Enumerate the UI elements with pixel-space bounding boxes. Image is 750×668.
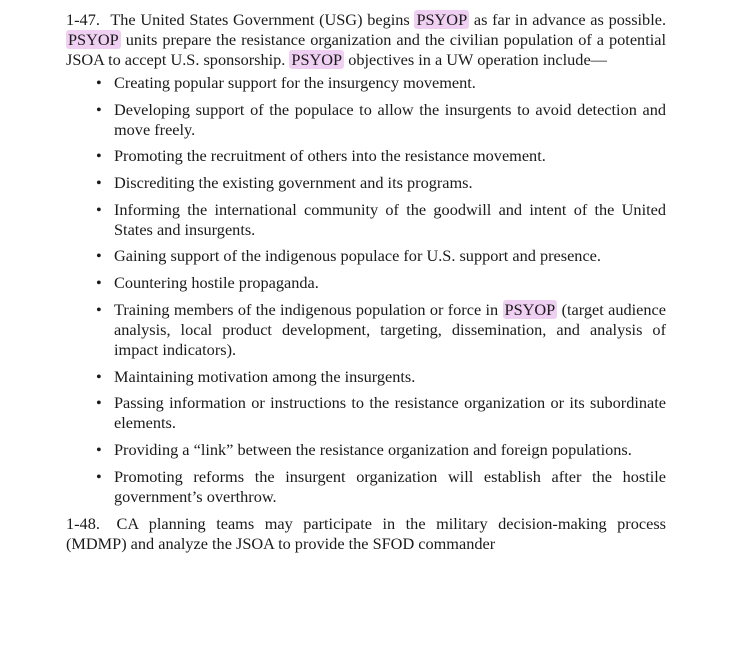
psyop-highlight[interactable]: PSYOP (291, 50, 343, 69)
paragraph-1-47 (66, 10, 666, 70)
list-item (66, 300, 666, 360)
bullet-icon: • (96, 146, 102, 166)
bullet-icon: • (96, 366, 102, 386)
list-item (66, 367, 666, 387)
paragraph-text: The United States Government (USG) begins (110, 10, 410, 29)
list-item-text: Discrediting the existing government and its programs. (114, 173, 473, 193)
list-item (66, 73, 666, 93)
list-item (66, 100, 666, 140)
bullet-icon: • (96, 73, 102, 92)
bullet-icon: • (96, 439, 102, 459)
list-item (66, 173, 666, 193)
list-item-text: Training members of the indigenous population or force in (114, 299, 499, 319)
paragraph-text: units prepare the resistance organization and the civilian population of a potential JSOA to accept U.S. sponsorship. (66, 30, 666, 69)
bullet-icon: • (96, 273, 102, 293)
list-item-text: Passing information or instructions to the resistance organization or its subordinate elements. (114, 393, 666, 433)
list-item (66, 246, 666, 266)
list-item-text: Gaining support of the indigenous populace for U.S. support and presence. (114, 246, 601, 266)
psyop-highlight[interactable]: PSYOP (504, 299, 556, 319)
bullet-icon: • (96, 393, 102, 413)
list-item-text: Promoting reforms the insurgent organization will establish after the hostile government’s overthrow. (114, 466, 666, 506)
document-page (66, 10, 666, 554)
list-item-text: Promoting the recruitment of others into the resistance movement. (114, 146, 546, 166)
list-item-text: Countering hostile propaganda. (114, 273, 319, 293)
list-item-text: Developing support of the populace to allow the insurgents to avoid detection and move freely. (114, 99, 666, 139)
bullet-icon: • (96, 99, 102, 119)
objectives-list (66, 73, 666, 507)
list-item-text: Maintaining motivation among the insurgents. (114, 366, 416, 386)
bullet-icon: • (96, 246, 102, 266)
psyop-highlight[interactable]: PSYOP (68, 30, 119, 49)
list-item (66, 273, 666, 293)
bullet-icon: • (96, 299, 102, 319)
list-item-text: Informing the international community of the goodwill and intent of the United States and insurgents. (114, 199, 666, 239)
paragraph-text: objectives in a UW operation include— (348, 50, 607, 69)
list-item-text: Providing a “link” between the resistance organization and foreign populations. (114, 439, 632, 459)
bullet-icon: • (96, 466, 102, 486)
paragraph-number: 1-47. (66, 10, 100, 29)
list-item-text: Creating popular support for the insurgency movement. (114, 73, 476, 92)
paragraph-1-48 (66, 514, 666, 554)
psyop-highlight[interactable]: PSYOP (416, 10, 468, 29)
list-item (66, 467, 666, 507)
list-item-text: (target audience analysis, local product development, targeting, dissemination, and analysis of impact indicators). (114, 299, 666, 359)
list-item (66, 440, 666, 460)
list-item (66, 393, 666, 433)
paragraph-text: CA planning teams may participate in the military decision-making process (MDMP) and analyze the JSOA to provide the SFOD commander (66, 513, 666, 553)
bullet-icon: • (96, 173, 102, 193)
bullet-icon: • (96, 199, 102, 219)
list-item (66, 200, 666, 240)
list-item (66, 146, 666, 166)
paragraph-text: as far in advance as possible. (473, 10, 667, 29)
paragraph-number: 1-48. (66, 513, 100, 533)
